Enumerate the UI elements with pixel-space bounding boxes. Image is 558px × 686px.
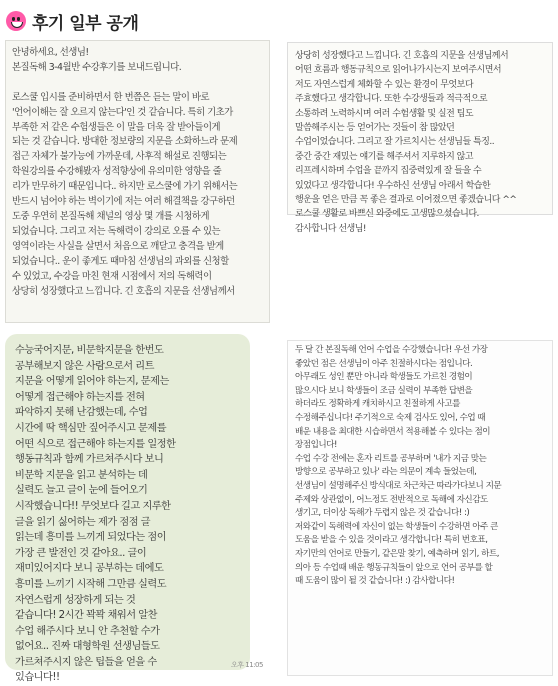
message-timestamp: 오후 11:05	[231, 661, 263, 669]
review-card-1	[5, 40, 270, 323]
review-text-line: 공부해보지 않은 사람으로서 리트	[15, 360, 154, 372]
review-text-line: 자기만의 언어로 만들기, 같은말 찾기, 예측하며 읽기, 하트,	[295, 548, 499, 559]
review-text-line: 행운을 얻은 만큼 꼭 좋은 결과로 이어졌으면 좋겠습니다 ^^	[295, 195, 517, 206]
review-text-line: 두 달 간 본질독해 언어 수업을 수강했습니다! 우선 가장	[295, 345, 488, 355]
review-text-line: 리가 만무하기 때문입니다.. 하지만 로스쿨에 가기 위해서는	[12, 181, 238, 193]
review-text-line: 수업이었습니다. 그리고 잘 가르치시는 선생님들 특징..	[295, 137, 495, 148]
review-text-line: 비문학 지문을 읽고 분석하는 데	[15, 469, 148, 481]
review-text-line	[12, 76, 263, 91]
review-text-line: 자연스럽게 성장하게 되는 것	[15, 594, 136, 606]
review-text-line: 선생님이 설명해주신 방식대로 차근차근 따라가다보니 지문	[295, 480, 502, 491]
review-text-line: 수능국어지문, 비문학지문을 한번도	[15, 345, 164, 356]
review-text-line: 글을 읽기 싫어하는 제가 점점 글	[15, 516, 151, 528]
review-text-line: 가르쳐주시지 않은 팁들을 얻을 수	[15, 656, 157, 668]
chat-bubble	[5, 334, 250, 684]
review-text-line: 로스쿨 입시를 준비하면서 한 번쯤은 듣는 말이 바로	[12, 91, 210, 103]
review-text-line: 파악하지 못해 난감했는데, 수업	[15, 407, 148, 419]
review-text-line: 말씀해주시는 등 얻어가는 것들이 참 많았던	[295, 123, 455, 134]
review-text-line: 중간 중간 재밌는 얘기를 해주셔서 지루하지 않고	[295, 151, 474, 162]
review-text-line: 되었습니다.. 운이 좋게도 때마침 선생님의 과외를 신청할	[12, 255, 229, 267]
review-text-line: 도중 우연히 본질독해 채널의 영상 몇 개를 시청하게	[12, 210, 210, 222]
review-text-line: 도움을 받을 수 있을 것이라고 생각합니다! 특히 번호표,	[295, 535, 488, 546]
review-text-line: 본질독해 3-4월반 수강후기를 보내드립니다.	[12, 61, 182, 73]
review-text-line: 저와같이 독해력에 자신이 없는 학생들이 수강하면 아주 큰	[295, 521, 498, 532]
review-text-line: 소통하려 노력하시며 여러 수험생활 및 실전 팁도	[295, 108, 474, 119]
review-text-line: 어떻게 접근해야 하는지를 전혀	[15, 391, 145, 403]
review-text-line: 학원강의를 수강해봤자 성적향상에 유의미한 영향을 줄	[12, 166, 222, 178]
review-text-line: 주제와 상관없이, 어느정도 전반적으로 독해에 자신감도	[295, 494, 488, 505]
review-text-line: 배운 내용을 최대한 시습하면서 적용해볼 수 있다는 점이	[295, 426, 491, 437]
page-title: 후기 일부 공개	[32, 13, 139, 34]
review-text-line: 좋았던 점은 선생님이 아주 친절하시다는 점입니다.	[295, 358, 473, 369]
review-text-line: 실력도 늘고 글이 눈에 들어오기	[15, 485, 148, 497]
review-text-line: 읽는데 흥미를 느끼게 되었다는 점이	[15, 532, 167, 544]
review-text-line: 접근 자체가 불가능에 가까운데, 사후적 해설로 진행되는	[12, 151, 227, 163]
review-text-line: 지문을 어떻게 읽어야 하는지, 문제는	[15, 376, 169, 388]
review-text-line: 반드시 넘어야 하는 벽이기에 저는 여러 해결책을 강구하던	[12, 196, 235, 208]
review-text-line: 있습니다!!	[15, 672, 60, 684]
review-text-line: 주효했다고 생각합니다. 또한 수강생들과 적극적으로	[295, 94, 488, 105]
review-text-line: 방향으로 공부하고 있나' 라는 의문이 계속 들었는데,	[295, 467, 477, 478]
review-text-line: 시간에 딱 핵심만 짚어주시고 문제를	[15, 422, 167, 434]
review-text-line: 때 도움이 많이 될 것 같습니다! :) 감사합니다!	[295, 576, 455, 587]
review-text-line: 어떤 흐름과 행동규칙으로 읽어나가시는지 보여주시면서	[295, 65, 502, 76]
review-text-line: 상당히 성장했다고 느낍니다. 긴 호흡의 지문을 선생님께서	[295, 51, 509, 61]
review-text-line: 없어요.. 진짜 대형학원 선생님들도	[15, 641, 160, 653]
review-text-line: 로스쿨 생활로 바쁘신 와중에도 고생많으셨습니다.	[295, 209, 479, 220]
review-text-line: 수업 해주시다 보니 안 추천할 수가	[15, 625, 160, 637]
review-card-1-continued	[287, 42, 553, 234]
review-text-line: 상당히 성장했다고 느낍니다. 긴 호흡의 지문을 선생님께서	[12, 285, 235, 297]
review-text-line: 생기고, 더이상 독해가 두렵지 않은 것 같습니다! :)	[295, 508, 470, 519]
review-text-line: 하더라도 정확하게 캐치하시고 친절하게 사고를	[295, 399, 460, 410]
grinning-face-icon	[6, 11, 26, 31]
review-text-line: 흥미를 느끼기 시작해 그만큼 실력도	[15, 578, 167, 590]
review-text-line: 되었습니다. 그리고 저는 독해력이 강의로 오를 수 있는	[12, 225, 221, 237]
review-text-line: 되는 것 같습니다. 방대한 정보량의 지문을 소화하느라 문제	[12, 136, 238, 148]
review-text-line: 수업 수강 전에는 혼자 리트를 공부하며 '내가 지금 맞는	[295, 453, 487, 464]
review-text-line: 저도 자연스럽게 체화할 수 있는 환경이 무엇보다	[295, 79, 474, 90]
review-text-line: 의아 등 수업때 배운 행동규칙들이 앞으로 언어 공부를 할	[295, 562, 493, 573]
chat-review-card	[5, 334, 270, 684]
review-text-line: 시작했습니다!! 무엇보다 길고 지루한	[15, 500, 171, 512]
review-text-line: 같습니다! 2시간 꽉꽉 채워서 알찬	[15, 610, 157, 622]
review-text-line: 장점입니다!	[295, 440, 337, 451]
review-text-line: 아무래도 성인 뿐만 아니라 학생들도 가르친 경험이	[295, 372, 473, 383]
review-text-line: 가장 큰 발전인 것 같아요.. 글이	[15, 547, 147, 559]
review-text-line: 재미있어지다 보니 공부하는 데에도	[15, 563, 164, 575]
review-text-line: 부족한 저 같은 수험생들은 이 말을 더욱 잘 받아들이게	[12, 121, 221, 133]
review-text-line: 있었다고 생각합니다! 우수하신 선생님 아래서 학습한	[295, 180, 491, 191]
review-text-line: 많으시다 보니 학생들이 조금 실력이 부족한 답변을	[295, 385, 473, 396]
page-header	[6, 6, 138, 36]
review-text-line: 행동규칙과 함께 가르쳐주시다 보니	[15, 454, 164, 466]
review-card-3	[287, 340, 553, 676]
review-text-line: 수정해주십니다! 주기적으로 숙제 검사도 있어, 수업 때	[295, 412, 486, 423]
review-text-line: 영역이라는 사실을 살면서 처음으로 깨닫고 충격을 받게	[12, 240, 224, 252]
review-text-line: 안녕하세요, 선생님!	[12, 47, 89, 58]
review-text-line: 수 있었고, 수강을 마친 현재 시점에서 저의 독해력이	[12, 270, 212, 282]
review-text-line: 어떤 식으로 접근해야 하는지를 일정한	[15, 438, 176, 450]
review-text-line: 감사합니다 선생님!	[295, 223, 367, 234]
review-text-line: '언어이해는 잘 오르지 않는다'인 것 같습니다. 특히 기초가	[12, 106, 233, 118]
review-text-line: 리프레시하며 수업을 끝까지 집중력있게 잘 들을 수	[295, 166, 482, 177]
